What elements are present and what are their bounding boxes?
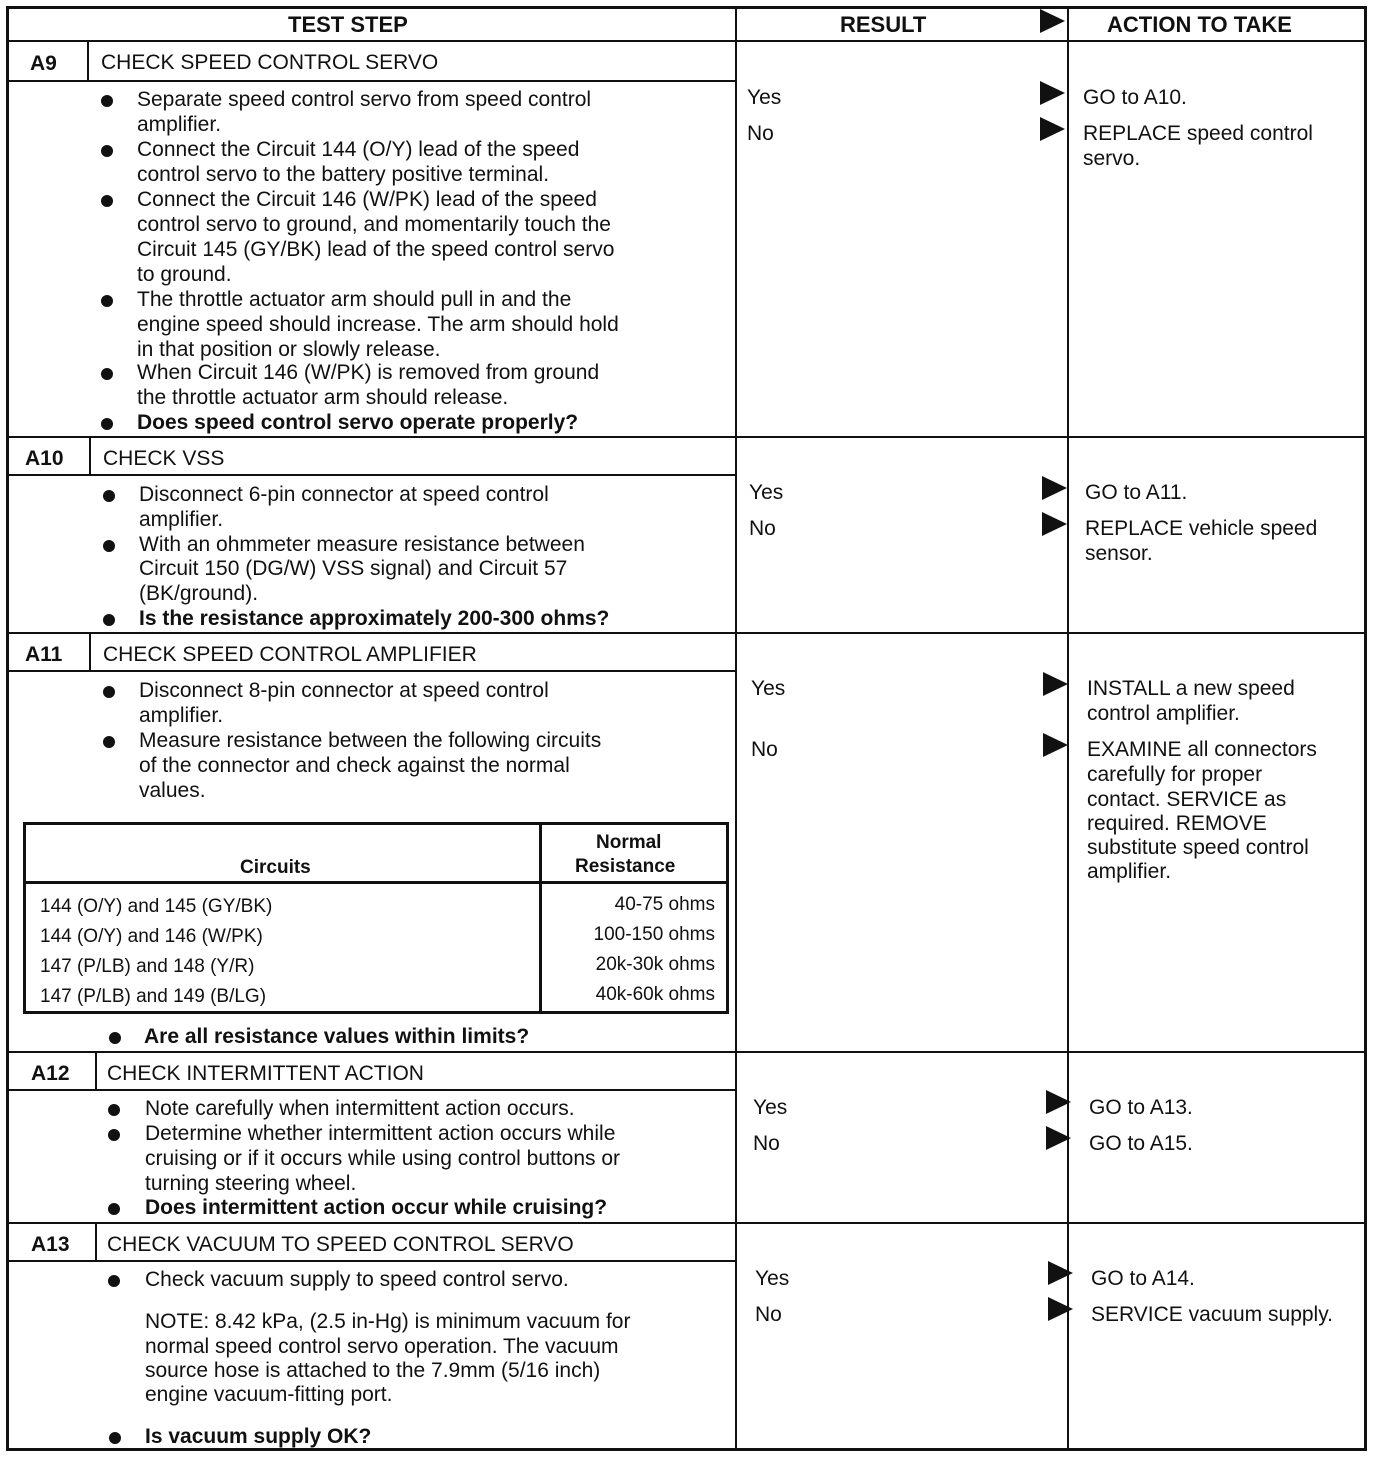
inner-table-col-divider <box>539 822 542 1014</box>
inner-table-bottom <box>23 1011 729 1014</box>
step-title-a13: CHECK VACUUM TO SPEED CONTROL SERVO <box>107 1233 574 1256</box>
a9-b2-l1: Connect the Circuit 144 (O/Y) lead of the speed <box>137 138 580 161</box>
a11-result-no: No <box>751 738 778 761</box>
step-title-a9: CHECK SPEED CONTROL SERVO <box>101 51 439 74</box>
a11-action-no-l1: EXAMINE all connectors <box>1087 738 1317 761</box>
arrow-icon <box>1040 117 1065 141</box>
a11-action-no-l5: substitute speed control <box>1087 836 1309 859</box>
a11-b2-l1: Measure resistance between the following circuits <box>139 729 602 752</box>
bullet-icon <box>101 418 113 430</box>
a13-title-underline <box>6 1260 736 1262</box>
a12-b2-l2: cruising or if it occurs while using control buttons or <box>145 1147 621 1170</box>
a13-note-l3: source hose is attached to the 7.9mm (5/16 inch) <box>145 1359 601 1382</box>
header-arrow-icon <box>1040 9 1065 33</box>
a12-b1-l1: Note carefully when intermittent action occurs. <box>145 1097 575 1120</box>
table-border-right <box>1364 6 1367 1450</box>
table-row-resistance: 40-75 ohms <box>614 894 715 915</box>
a12-b2-l1: Determine whether intermittent action occurs while <box>145 1122 616 1145</box>
a11-result-yes: Yes <box>751 677 786 700</box>
table-border-top <box>6 6 1366 9</box>
arrow-icon <box>1043 672 1068 696</box>
a9-b3-l1: Connect the Circuit 146 (W/PK) lead of the speed <box>137 188 597 211</box>
a13-top-border <box>6 1222 1366 1224</box>
a10-top-border <box>6 436 1366 438</box>
a10-question: Is the resistance approximately 200-300 ohms? <box>139 607 610 630</box>
a11-action-yes-l1: INSTALL a new speed <box>1087 677 1295 700</box>
bullet-icon <box>108 1275 120 1287</box>
a11-action-no-l2: carefully for proper <box>1087 763 1263 786</box>
a9-action-no-l2: servo. <box>1083 147 1141 170</box>
a13-note-l4: engine vacuum-fitting port. <box>145 1383 393 1406</box>
a13-action-yes: GO to A14. <box>1091 1267 1195 1290</box>
a13-question: Is vacuum supply OK? <box>145 1425 372 1448</box>
a12-id-divider <box>95 1051 97 1091</box>
table-row-resistance: 100-150 ohms <box>593 924 715 945</box>
bullet-icon <box>109 1032 121 1044</box>
a13-b1-l1: Check vacuum supply to speed control servo. <box>145 1268 569 1291</box>
a9-title-underline <box>6 80 736 82</box>
header-action: ACTION TO TAKE <box>1107 12 1292 37</box>
a12-result-no: No <box>753 1132 780 1155</box>
a11-b1-l1: Disconnect 8-pin connector at speed control <box>139 679 549 702</box>
table-border-left <box>6 6 9 1450</box>
col-divider-action <box>1067 6 1069 1450</box>
a11-action-no-l3: contact. SERVICE as <box>1087 788 1287 811</box>
step-id-a13: A13 <box>31 1233 70 1256</box>
a10-result-yes: Yes <box>749 481 784 504</box>
inner-table-col-resistance: Resistance <box>575 856 676 877</box>
inner-table-left <box>23 822 26 1014</box>
a12-title-underline <box>6 1089 736 1091</box>
a13-action-no: SERVICE vacuum supply. <box>1091 1303 1333 1326</box>
a13-note-l1: NOTE: 8.42 kPa, (2.5 in-Hg) is minimum vacuum for <box>145 1310 631 1333</box>
a11-top-border <box>6 632 1366 634</box>
bullet-icon <box>108 1203 120 1215</box>
a10-id-divider <box>89 436 91 476</box>
a11-title-underline <box>6 670 736 672</box>
bullet-icon <box>101 95 113 107</box>
table-row-circuits: 147 (P/LB) and 149 (B/LG) <box>40 986 267 1007</box>
bullet-icon <box>101 368 113 380</box>
a9-question: Does speed control servo operate properly? <box>137 411 579 434</box>
bullet-icon <box>108 1104 120 1116</box>
table-row-resistance: 40k-60k ohms <box>595 984 715 1005</box>
step-id-a12: A12 <box>31 1062 70 1085</box>
a12-question: Does intermittent action occur while cruising? <box>145 1196 608 1219</box>
a10-result-no: No <box>749 517 776 540</box>
a11-b2-l3: values. <box>139 779 206 802</box>
a10-b2-l3: (BK/ground). <box>139 582 259 605</box>
bullet-icon <box>101 295 113 307</box>
arrow-icon <box>1042 476 1067 500</box>
arrow-icon <box>1043 733 1068 757</box>
arrow-icon <box>1040 81 1065 105</box>
a10-b1-l2: amplifier. <box>139 508 224 531</box>
a9-id-divider <box>87 42 89 82</box>
bullet-icon <box>103 490 115 502</box>
a13-note-l2: normal speed control servo operation. The vacuum <box>145 1335 619 1358</box>
table-row-resistance: 20k-30k ohms <box>595 954 715 975</box>
a9-b3-l2: control servo to ground, and momentarily touch the <box>137 213 611 236</box>
col-divider-result <box>735 6 737 1450</box>
bullet-icon <box>103 736 115 748</box>
a9-b4-l3: in that position or slowly release. <box>137 338 441 361</box>
a13-id-divider <box>95 1222 97 1262</box>
a10-title-underline <box>6 474 736 476</box>
header-test-step: TEST STEP <box>288 12 408 37</box>
step-title-a11: CHECK SPEED CONTROL AMPLIFIER <box>103 643 477 666</box>
header-result: RESULT <box>840 12 927 37</box>
a9-b5-l2: the throttle actuator arm should release. <box>137 386 509 409</box>
arrow-icon <box>1048 1261 1073 1285</box>
inner-table-header-sep <box>23 881 728 884</box>
arrow-icon <box>1048 1297 1073 1321</box>
a11-question: Are all resistance values within limits? <box>144 1025 530 1048</box>
a12-b2-l3: turning steering wheel. <box>145 1172 357 1195</box>
bullet-icon <box>103 686 115 698</box>
step-id-a9: A9 <box>30 52 57 75</box>
a11-action-no-l4: required. REMOVE <box>1087 812 1267 835</box>
a9-b4-l2: engine speed should increase. The arm should hold <box>137 313 619 336</box>
arrow-icon <box>1042 512 1067 536</box>
bullet-icon <box>109 1432 121 1444</box>
header-separator <box>6 40 1366 42</box>
a11-action-yes-l2: control amplifier. <box>1087 702 1240 725</box>
step-title-a10: CHECK VSS <box>103 447 225 470</box>
step-id-a11: A11 <box>25 643 63 666</box>
a9-b3-l3: Circuit 145 (GY/BK) lead of the speed control servo <box>137 238 615 261</box>
a12-action-yes: GO to A13. <box>1089 1096 1193 1119</box>
inner-table-right <box>726 822 729 1014</box>
a12-top-border <box>6 1051 1366 1053</box>
arrow-icon <box>1046 1090 1071 1114</box>
a11-b1-l2: amplifier. <box>139 704 224 727</box>
table-row-circuits: 147 (P/LB) and 148 (Y/R) <box>40 956 255 977</box>
inner-table-col-circuits: Circuits <box>240 857 311 878</box>
a13-result-yes: Yes <box>755 1267 790 1290</box>
a10-action-no-l1: REPLACE vehicle speed <box>1085 517 1318 540</box>
a12-result-yes: Yes <box>753 1096 788 1119</box>
a10-action-yes: GO to A11. <box>1085 481 1188 504</box>
a10-b2-l1: With an ohmmeter measure resistance between <box>139 533 585 556</box>
bullet-icon <box>103 614 115 626</box>
bullet-icon <box>108 1129 120 1141</box>
a13-result-no: No <box>755 1303 782 1326</box>
a10-b1-l1: Disconnect 6-pin connector at speed control <box>139 483 549 506</box>
a9-b3-l4: to ground. <box>137 263 232 286</box>
a9-b1-l1: Separate speed control servo from speed control <box>137 88 592 111</box>
a9-b4-l1: The throttle actuator arm should pull in and the <box>137 288 572 311</box>
a10-b2-l2: Circuit 150 (DG/W) VSS signal) and Circuit 57 <box>139 557 568 580</box>
a9-result-yes: Yes <box>747 86 782 109</box>
a11-id-divider <box>89 632 91 672</box>
a10-action-no-l2: sensor. <box>1085 542 1153 565</box>
inner-table-col-normal: Normal <box>596 832 662 853</box>
step-id-a10: A10 <box>25 447 64 470</box>
a11-b2-l2: of the connector and check against the normal <box>139 754 570 777</box>
a11-action-no-l6: amplifier. <box>1087 860 1172 883</box>
bullet-icon <box>101 195 113 207</box>
a9-action-no-l1: REPLACE speed control <box>1083 122 1313 145</box>
bullet-icon <box>101 145 113 157</box>
arrow-icon <box>1046 1126 1071 1150</box>
a9-b5-l1: When Circuit 146 (W/PK) is removed from ground <box>137 361 600 384</box>
inner-table-top <box>23 822 728 825</box>
bullet-icon <box>103 540 115 552</box>
table-row-circuits: 144 (O/Y) and 145 (GY/BK) <box>40 896 273 917</box>
a9-b2-l2: control servo to the battery positive terminal. <box>137 163 550 186</box>
a9-b1-l2: amplifier. <box>137 113 222 136</box>
a9-action-yes: GO to A10. <box>1083 86 1187 109</box>
a12-action-no: GO to A15. <box>1089 1132 1193 1155</box>
table-row-circuits: 144 (O/Y) and 146 (W/PK) <box>40 926 263 947</box>
step-title-a12: CHECK INTERMITTENT ACTION <box>107 1062 424 1085</box>
a9-result-no: No <box>747 122 774 145</box>
